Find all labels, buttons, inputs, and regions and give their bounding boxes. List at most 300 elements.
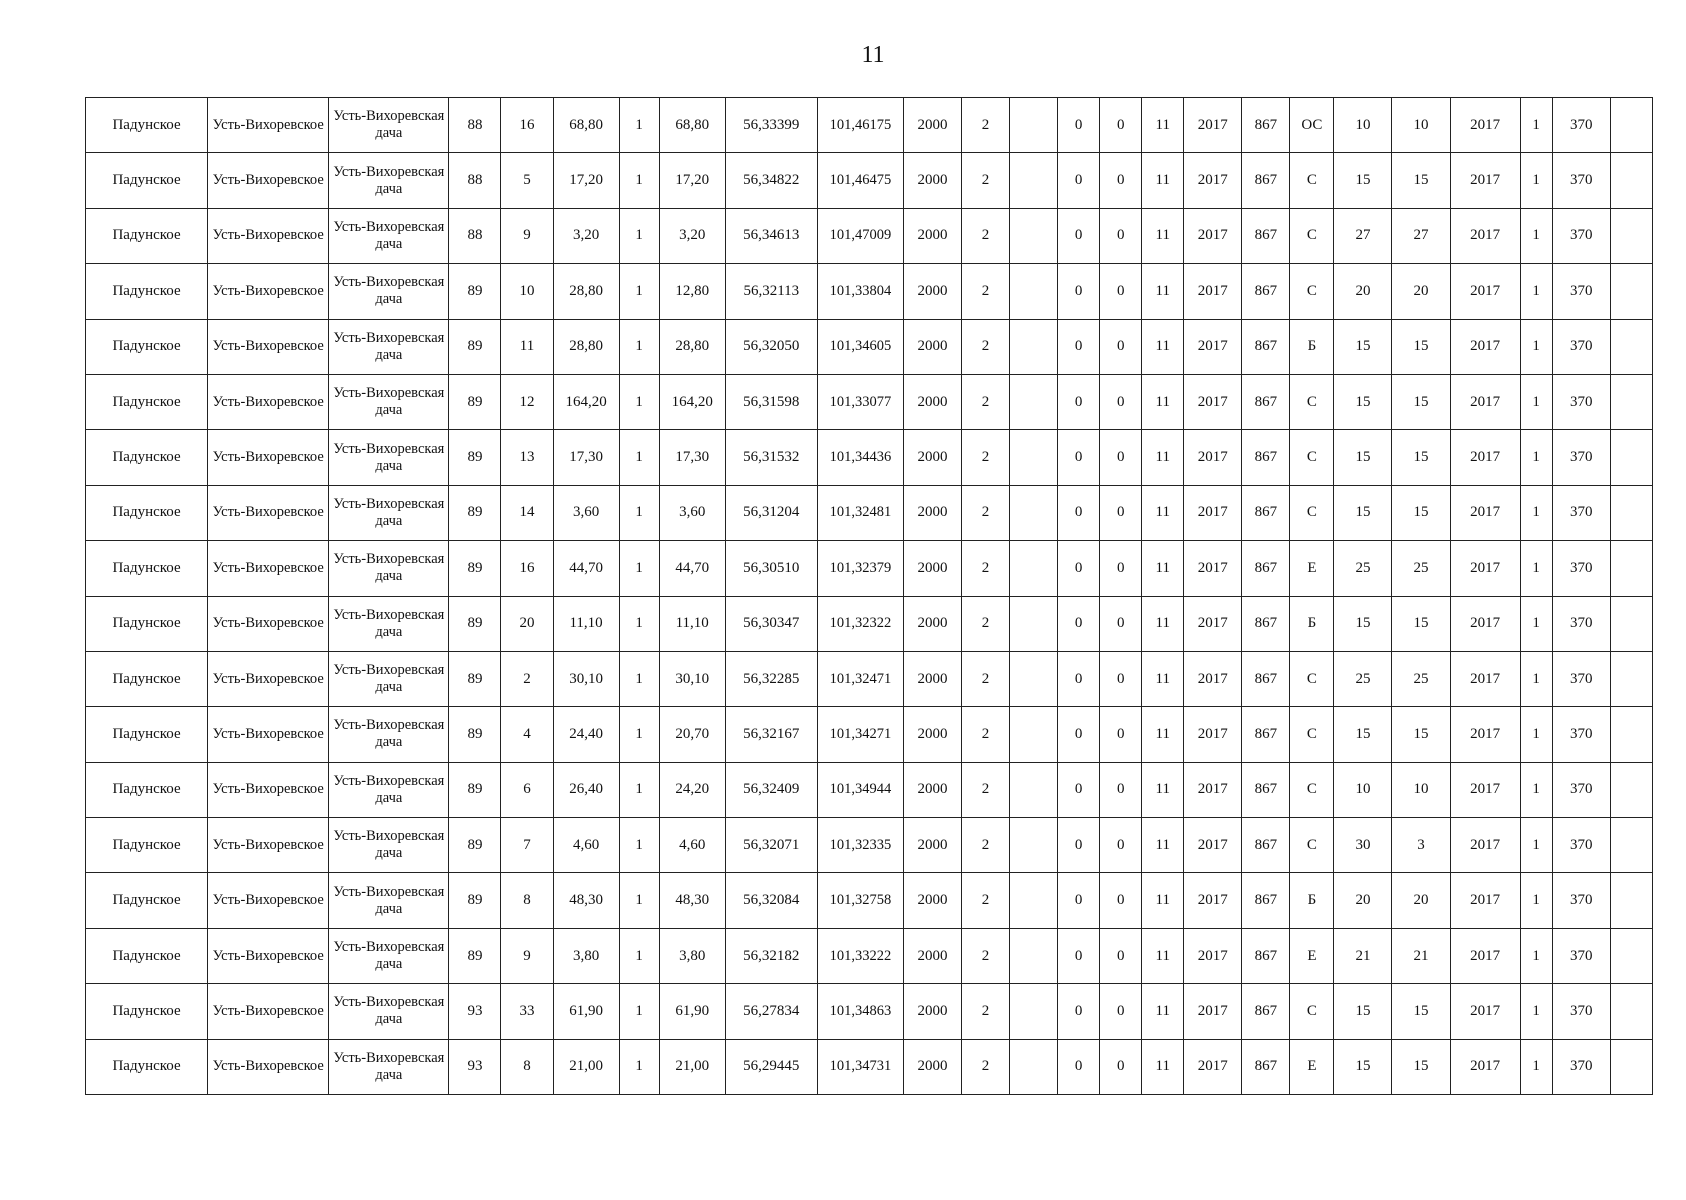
last-cell [1610,596,1652,651]
dacha-cell: Усть-Вихоревская дача [329,1039,449,1094]
area-cell: 3,60 [553,485,619,540]
species-cell: Е [1290,1039,1334,1094]
table-row [86,762,1653,817]
period-year-end-cell: 2017 [1450,651,1520,706]
num-cell: 11 [1142,264,1184,319]
dacha-cell: Усть-Вихоревская дача [329,430,449,485]
period-year-cell: 2017 [1184,984,1242,1039]
longitude-cell: 101,32758 [817,873,903,928]
quarter-cell: 93 [449,984,501,1039]
code-370-cell: 370 [1552,485,1610,540]
num-cell: 11 [1142,984,1184,1039]
year-cell: 2000 [903,374,961,429]
zero-cell-a: 0 [1058,485,1100,540]
longitude-cell: 101,46175 [817,98,903,153]
latitude-cell: 56,32071 [725,818,817,873]
table-row [86,984,1653,1039]
forestry-cell: Усть-Вихоревское [208,818,329,873]
last-cell [1610,707,1652,762]
period-year-end-cell: 2017 [1450,873,1520,928]
longitude-cell: 101,34731 [817,1039,903,1094]
quarter-cell: 89 [449,264,501,319]
empty-cell [1010,98,1058,153]
quarter-cell: 93 [449,1039,501,1094]
species-cell: ОС [1290,98,1334,153]
period-year-end-cell: 2017 [1450,374,1520,429]
value-b-cell: 20 [1392,264,1450,319]
code-cell: 2 [962,818,1010,873]
code-370-cell: 370 [1552,98,1610,153]
zero-cell-b: 0 [1100,873,1142,928]
district-cell: Падунское [86,651,208,706]
forestry-cell: Усть-Вихоревское [208,596,329,651]
empty-cell [1010,596,1058,651]
period-year-cell: 2017 [1184,208,1242,263]
section-cell: 12 [501,374,553,429]
code-cell: 2 [962,928,1010,983]
value-b-cell: 15 [1392,707,1450,762]
zero-cell-b: 0 [1100,208,1142,263]
cut-area-cell: 17,20 [659,153,725,208]
section-cell: 2 [501,651,553,706]
species-cell: С [1290,762,1334,817]
num-cell: 11 [1142,596,1184,651]
empty-cell [1010,1039,1058,1094]
last-cell [1610,541,1652,596]
last-cell [1610,430,1652,485]
forestry-cell: Усть-Вихоревское [208,873,329,928]
code-cell: 2 [962,485,1010,540]
value-b-cell: 20 [1392,873,1450,928]
dacha-cell: Усть-Вихоревская дача [329,98,449,153]
district-cell: Падунское [86,430,208,485]
dacha-cell: Усть-Вихоревская дача [329,873,449,928]
quarter-cell: 89 [449,651,501,706]
last-cell [1610,651,1652,706]
flag-cell: 1 [1520,153,1552,208]
doc-number-cell: 867 [1242,1039,1290,1094]
year-cell: 2000 [903,485,961,540]
year-cell: 2000 [903,1039,961,1094]
flag-cell: 1 [1520,485,1552,540]
flag-cell: 1 [1520,596,1552,651]
district-cell: Падунское [86,485,208,540]
longitude-cell: 101,32471 [817,651,903,706]
table-body [86,98,1653,1095]
district-cell: Падунское [86,762,208,817]
forestry-cell: Усть-Вихоревское [208,762,329,817]
species-cell: С [1290,264,1334,319]
num-cell: 11 [1142,707,1184,762]
doc-number-cell: 867 [1242,928,1290,983]
period-year-cell: 2017 [1184,374,1242,429]
last-cell [1610,264,1652,319]
period-year-end-cell: 2017 [1450,430,1520,485]
doc-number-cell: 867 [1242,98,1290,153]
code-cell: 2 [962,873,1010,928]
flag-cell: 1 [1520,264,1552,319]
doc-number-cell: 867 [1242,707,1290,762]
value-b-cell: 10 [1392,98,1450,153]
value-a-cell: 15 [1334,319,1392,374]
empty-cell [1010,762,1058,817]
longitude-cell: 101,33804 [817,264,903,319]
species-cell: Е [1290,541,1334,596]
area-cell: 30,10 [553,651,619,706]
area-cell: 61,90 [553,984,619,1039]
species-cell: С [1290,485,1334,540]
zero-cell-b: 0 [1100,818,1142,873]
flag-cell: 1 [1520,374,1552,429]
period-year-cell: 2017 [1184,818,1242,873]
section-cell: 9 [501,928,553,983]
unit-cell: 1 [619,873,659,928]
section-cell: 13 [501,430,553,485]
section-cell: 16 [501,541,553,596]
year-cell: 2000 [903,707,961,762]
empty-cell [1010,319,1058,374]
period-year-cell: 2017 [1184,873,1242,928]
table-row [86,153,1653,208]
species-cell: Б [1290,319,1334,374]
section-cell: 16 [501,98,553,153]
table-row [86,319,1653,374]
period-year-cell: 2017 [1184,264,1242,319]
unit-cell: 1 [619,928,659,983]
zero-cell-b: 0 [1100,541,1142,596]
value-a-cell: 25 [1334,651,1392,706]
flag-cell: 1 [1520,430,1552,485]
period-year-end-cell: 2017 [1450,153,1520,208]
zero-cell-b: 0 [1100,319,1142,374]
last-cell [1610,319,1652,374]
period-year-cell: 2017 [1184,762,1242,817]
quarter-cell: 89 [449,596,501,651]
longitude-cell: 101,47009 [817,208,903,263]
area-cell: 24,40 [553,707,619,762]
latitude-cell: 56,31204 [725,485,817,540]
value-a-cell: 15 [1334,430,1392,485]
cut-area-cell: 61,90 [659,984,725,1039]
value-b-cell: 3 [1392,818,1450,873]
empty-cell [1010,818,1058,873]
year-cell: 2000 [903,762,961,817]
cut-area-cell: 3,60 [659,485,725,540]
dacha-cell: Усть-Вихоревская дача [329,984,449,1039]
empty-cell [1010,430,1058,485]
table-row [86,928,1653,983]
zero-cell-a: 0 [1058,319,1100,374]
table-row [86,873,1653,928]
section-cell: 6 [501,762,553,817]
section-cell: 14 [501,485,553,540]
species-cell: Е [1290,928,1334,983]
table-row [86,1039,1653,1094]
dacha-cell: Усть-Вихоревская дача [329,707,449,762]
district-cell: Падунское [86,264,208,319]
species-cell: С [1290,984,1334,1039]
quarter-cell: 89 [449,541,501,596]
zero-cell-a: 0 [1058,98,1100,153]
code-cell: 2 [962,319,1010,374]
period-year-cell: 2017 [1184,541,1242,596]
code-cell: 2 [962,651,1010,706]
dacha-cell: Усть-Вихоревская дача [329,762,449,817]
latitude-cell: 56,32084 [725,873,817,928]
doc-number-cell: 867 [1242,762,1290,817]
zero-cell-a: 0 [1058,651,1100,706]
value-a-cell: 10 [1334,98,1392,153]
num-cell: 11 [1142,541,1184,596]
code-cell: 2 [962,208,1010,263]
year-cell: 2000 [903,153,961,208]
section-cell: 4 [501,707,553,762]
cut-area-cell: 164,20 [659,374,725,429]
latitude-cell: 56,32167 [725,707,817,762]
quarter-cell: 89 [449,818,501,873]
flag-cell: 1 [1520,541,1552,596]
cut-area-cell: 44,70 [659,541,725,596]
area-cell: 26,40 [553,762,619,817]
section-cell: 11 [501,319,553,374]
zero-cell-b: 0 [1100,928,1142,983]
zero-cell-b: 0 [1100,1039,1142,1094]
quarter-cell: 88 [449,98,501,153]
area-cell: 68,80 [553,98,619,153]
species-cell: С [1290,651,1334,706]
empty-cell [1010,208,1058,263]
area-cell: 164,20 [553,374,619,429]
forestry-cell: Усть-Вихоревское [208,208,329,263]
latitude-cell: 56,34822 [725,153,817,208]
latitude-cell: 56,33399 [725,98,817,153]
period-year-end-cell: 2017 [1450,818,1520,873]
code-cell: 2 [962,98,1010,153]
flag-cell: 1 [1520,928,1552,983]
forestry-cell: Усть-Вихоревское [208,984,329,1039]
table-row [86,651,1653,706]
quarter-cell: 89 [449,873,501,928]
period-year-end-cell: 2017 [1450,596,1520,651]
section-cell: 33 [501,984,553,1039]
num-cell: 11 [1142,928,1184,983]
empty-cell [1010,153,1058,208]
code-370-cell: 370 [1552,430,1610,485]
zero-cell-a: 0 [1058,762,1100,817]
longitude-cell: 101,34605 [817,319,903,374]
last-cell [1610,153,1652,208]
year-cell: 2000 [903,596,961,651]
doc-number-cell: 867 [1242,596,1290,651]
value-a-cell: 27 [1334,208,1392,263]
period-year-end-cell: 2017 [1450,541,1520,596]
code-370-cell: 370 [1552,208,1610,263]
period-year-cell: 2017 [1184,319,1242,374]
code-cell: 2 [962,541,1010,596]
latitude-cell: 56,32285 [725,651,817,706]
year-cell: 2000 [903,208,961,263]
cut-area-cell: 20,70 [659,707,725,762]
longitude-cell: 101,32481 [817,485,903,540]
cut-area-cell: 30,10 [659,651,725,706]
zero-cell-b: 0 [1100,707,1142,762]
empty-cell [1010,374,1058,429]
code-cell: 2 [962,153,1010,208]
period-year-cell: 2017 [1184,707,1242,762]
empty-cell [1010,928,1058,983]
zero-cell-a: 0 [1058,430,1100,485]
quarter-cell: 89 [449,485,501,540]
forest-data-table [85,97,1653,1095]
longitude-cell: 101,33222 [817,928,903,983]
dacha-cell: Усть-Вихоревская дача [329,818,449,873]
quarter-cell: 88 [449,153,501,208]
forestry-cell: Усть-Вихоревское [208,319,329,374]
quarter-cell: 89 [449,319,501,374]
period-year-cell: 2017 [1184,928,1242,983]
unit-cell: 1 [619,984,659,1039]
species-cell: Б [1290,596,1334,651]
value-a-cell: 25 [1334,541,1392,596]
value-b-cell: 15 [1392,430,1450,485]
cut-area-cell: 11,10 [659,596,725,651]
unit-cell: 1 [619,153,659,208]
value-a-cell: 15 [1334,707,1392,762]
doc-number-cell: 867 [1242,319,1290,374]
area-cell: 21,00 [553,1039,619,1094]
last-cell [1610,984,1652,1039]
zero-cell-b: 0 [1100,264,1142,319]
area-cell: 44,70 [553,541,619,596]
period-year-end-cell: 2017 [1450,264,1520,319]
zero-cell-a: 0 [1058,264,1100,319]
empty-cell [1010,264,1058,319]
doc-number-cell: 867 [1242,485,1290,540]
cut-area-cell: 48,30 [659,873,725,928]
doc-number-cell: 867 [1242,541,1290,596]
zero-cell-b: 0 [1100,430,1142,485]
forestry-cell: Усть-Вихоревское [208,707,329,762]
forestry-cell: Усть-Вихоревское [208,1039,329,1094]
forestry-cell: Усть-Вихоревское [208,264,329,319]
longitude-cell: 101,34436 [817,430,903,485]
unit-cell: 1 [619,541,659,596]
section-cell: 5 [501,153,553,208]
table-row [86,264,1653,319]
species-cell: С [1290,707,1334,762]
value-b-cell: 21 [1392,928,1450,983]
period-year-cell: 2017 [1184,651,1242,706]
forestry-cell: Усть-Вихоревское [208,98,329,153]
longitude-cell: 101,32322 [817,596,903,651]
cut-area-cell: 24,20 [659,762,725,817]
value-a-cell: 20 [1334,264,1392,319]
year-cell: 2000 [903,98,961,153]
flag-cell: 1 [1520,98,1552,153]
district-cell: Падунское [86,818,208,873]
area-cell: 17,30 [553,430,619,485]
num-cell: 11 [1142,651,1184,706]
value-a-cell: 15 [1334,1039,1392,1094]
area-cell: 28,80 [553,319,619,374]
period-year-end-cell: 2017 [1450,208,1520,263]
section-cell: 9 [501,208,553,263]
num-cell: 11 [1142,153,1184,208]
latitude-cell: 56,32113 [725,264,817,319]
species-cell: Б [1290,873,1334,928]
empty-cell [1010,541,1058,596]
zero-cell-a: 0 [1058,873,1100,928]
dacha-cell: Усть-Вихоревская дача [329,651,449,706]
table-row [86,596,1653,651]
flag-cell: 1 [1520,762,1552,817]
value-a-cell: 10 [1334,762,1392,817]
year-cell: 2000 [903,873,961,928]
unit-cell: 1 [619,430,659,485]
doc-number-cell: 867 [1242,984,1290,1039]
empty-cell [1010,707,1058,762]
district-cell: Падунское [86,873,208,928]
section-cell: 10 [501,264,553,319]
code-370-cell: 370 [1552,873,1610,928]
longitude-cell: 101,34863 [817,984,903,1039]
code-cell: 2 [962,374,1010,429]
cut-area-cell: 3,20 [659,208,725,263]
longitude-cell: 101,32335 [817,818,903,873]
year-cell: 2000 [903,651,961,706]
code-cell: 2 [962,707,1010,762]
year-cell: 2000 [903,430,961,485]
district-cell: Падунское [86,707,208,762]
table-row [86,208,1653,263]
period-year-cell: 2017 [1184,1039,1242,1094]
latitude-cell: 56,30347 [725,596,817,651]
code-cell: 2 [962,984,1010,1039]
year-cell: 2000 [903,984,961,1039]
quarter-cell: 89 [449,430,501,485]
last-cell [1610,873,1652,928]
num-cell: 11 [1142,98,1184,153]
flag-cell: 1 [1520,651,1552,706]
doc-number-cell: 867 [1242,818,1290,873]
unit-cell: 1 [619,485,659,540]
flag-cell: 1 [1520,208,1552,263]
num-cell: 11 [1142,762,1184,817]
last-cell [1610,818,1652,873]
cut-area-cell: 21,00 [659,1039,725,1094]
cut-area-cell: 28,80 [659,319,725,374]
last-cell [1610,485,1652,540]
value-a-cell: 30 [1334,818,1392,873]
section-cell: 20 [501,596,553,651]
unit-cell: 1 [619,596,659,651]
zero-cell-a: 0 [1058,707,1100,762]
species-cell: С [1290,818,1334,873]
dacha-cell: Усть-Вихоревская дача [329,319,449,374]
latitude-cell: 56,31598 [725,374,817,429]
zero-cell-b: 0 [1100,651,1142,706]
num-cell: 11 [1142,208,1184,263]
zero-cell-b: 0 [1100,98,1142,153]
longitude-cell: 101,34944 [817,762,903,817]
unit-cell: 1 [619,651,659,706]
district-cell: Падунское [86,319,208,374]
code-370-cell: 370 [1552,319,1610,374]
longitude-cell: 101,33077 [817,374,903,429]
dacha-cell: Усть-Вихоревская дача [329,264,449,319]
zero-cell-a: 0 [1058,928,1100,983]
district-cell: Падунское [86,928,208,983]
